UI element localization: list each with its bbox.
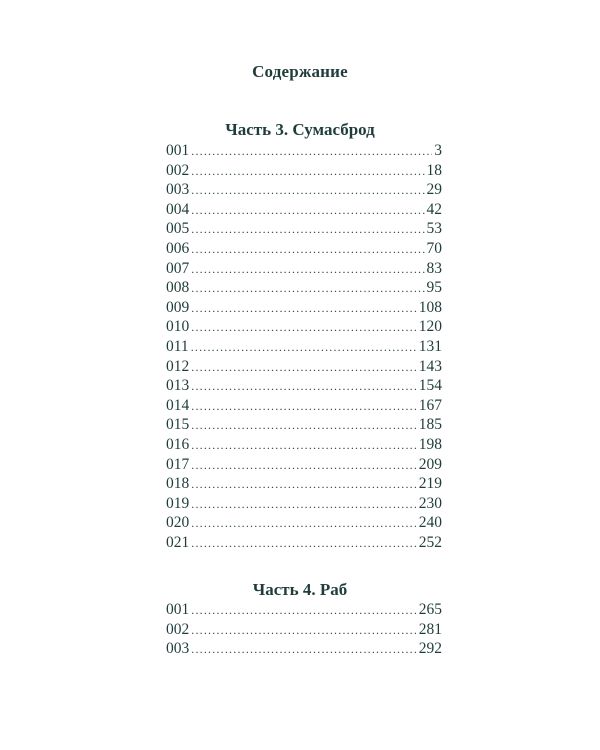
toc-entry[interactable] bbox=[166, 639, 442, 659]
toc-entry[interactable] bbox=[166, 376, 442, 396]
dot-leader bbox=[191, 456, 417, 476]
dot-leader bbox=[191, 318, 417, 338]
dot-leader bbox=[191, 621, 417, 641]
chapter-number: 021 bbox=[166, 533, 190, 551]
page-number: 185 bbox=[418, 416, 442, 434]
dot-leader bbox=[191, 436, 417, 456]
page-number: 154 bbox=[418, 377, 442, 395]
dot-leader bbox=[191, 260, 424, 280]
toc-entry[interactable] bbox=[166, 620, 442, 640]
page-number: 198 bbox=[418, 435, 442, 453]
page-number: 29 bbox=[426, 181, 442, 199]
dot-leader bbox=[191, 162, 424, 182]
toc-entry[interactable] bbox=[166, 239, 442, 259]
dot-leader bbox=[191, 338, 417, 358]
page-number: 18 bbox=[426, 161, 442, 179]
toc-entry[interactable] bbox=[166, 141, 442, 161]
toc-entry[interactable] bbox=[166, 455, 442, 475]
page-number: 281 bbox=[418, 620, 442, 638]
page-number: 292 bbox=[418, 640, 442, 658]
dot-leader bbox=[191, 142, 432, 162]
dot-leader bbox=[191, 601, 417, 621]
dot-leader bbox=[191, 181, 424, 201]
chapter-number: 004 bbox=[166, 200, 190, 218]
dot-leader bbox=[191, 640, 417, 660]
dot-leader bbox=[191, 514, 417, 534]
toc-entry[interactable] bbox=[166, 474, 442, 494]
toc-entry[interactable] bbox=[166, 513, 442, 533]
dot-leader bbox=[191, 416, 417, 436]
chapter-number: 005 bbox=[166, 220, 190, 238]
dot-leader bbox=[191, 495, 417, 515]
toc-entry[interactable] bbox=[166, 435, 442, 455]
page-number: 240 bbox=[418, 514, 442, 532]
toc-entry[interactable] bbox=[166, 533, 442, 553]
toc-entry[interactable] bbox=[166, 278, 442, 298]
page-number: 83 bbox=[426, 259, 442, 277]
chapter-number: 019 bbox=[166, 494, 190, 512]
page-number: 42 bbox=[426, 200, 442, 218]
toc-entry[interactable] bbox=[166, 200, 442, 220]
toc-entry[interactable] bbox=[166, 357, 442, 377]
page-number: 70 bbox=[426, 239, 442, 257]
toc-entry[interactable] bbox=[166, 180, 442, 200]
chapter-number: 020 bbox=[166, 514, 190, 532]
chapter-number: 002 bbox=[166, 161, 190, 179]
page-number: 219 bbox=[418, 475, 442, 493]
page-number: 53 bbox=[426, 220, 442, 238]
page-number: 230 bbox=[418, 494, 442, 512]
page-number: 131 bbox=[418, 337, 442, 355]
dot-leader bbox=[191, 240, 424, 260]
chapter-number: 016 bbox=[166, 435, 190, 453]
toc-entry[interactable] bbox=[166, 494, 442, 514]
page-number: 120 bbox=[418, 318, 442, 336]
dot-leader bbox=[191, 534, 417, 554]
dot-leader bbox=[191, 377, 417, 397]
page-title: Содержание bbox=[252, 62, 348, 81]
toc-entry[interactable] bbox=[166, 337, 442, 357]
chapter-number: 007 bbox=[166, 259, 190, 277]
chapter-number: 008 bbox=[166, 279, 190, 297]
chapter-number: 014 bbox=[166, 396, 190, 414]
page-number: 95 bbox=[426, 279, 442, 297]
chapter-number: 013 bbox=[166, 377, 190, 395]
page-number: 209 bbox=[418, 455, 442, 473]
chapter-number: 010 bbox=[166, 318, 190, 336]
part-title: Часть 3. Сумасброд bbox=[225, 120, 375, 139]
page-number: 3 bbox=[434, 142, 442, 159]
chapter-number: 003 bbox=[166, 640, 190, 658]
chapter-number: 011 bbox=[166, 337, 189, 355]
page-number: 143 bbox=[418, 357, 442, 375]
toc-entry[interactable] bbox=[166, 396, 442, 416]
chapter-number: 012 bbox=[166, 357, 190, 375]
dot-leader bbox=[191, 299, 417, 319]
dot-leader bbox=[191, 279, 424, 299]
chapter-number: 015 bbox=[166, 416, 190, 434]
toc-entry[interactable] bbox=[166, 298, 442, 318]
toc-entry[interactable] bbox=[166, 415, 442, 435]
chapter-number: 006 bbox=[166, 239, 190, 257]
chapter-number: 001 bbox=[166, 142, 190, 159]
page-number: 252 bbox=[418, 533, 442, 551]
toc-entry[interactable] bbox=[166, 161, 442, 181]
page-number: 167 bbox=[418, 396, 442, 414]
toc-entry[interactable] bbox=[166, 600, 442, 620]
page-number: 108 bbox=[418, 298, 442, 316]
chapter-number: 009 bbox=[166, 298, 190, 316]
toc-entry[interactable] bbox=[166, 219, 442, 239]
chapter-number: 003 bbox=[166, 181, 190, 199]
dot-leader bbox=[191, 201, 424, 221]
page-number: 265 bbox=[418, 601, 442, 618]
dot-leader bbox=[191, 397, 417, 417]
chapter-number: 018 bbox=[166, 475, 190, 493]
chapter-number: 001 bbox=[166, 601, 190, 618]
toc-entry[interactable] bbox=[166, 259, 442, 279]
chapter-number: 017 bbox=[166, 455, 190, 473]
dot-leader bbox=[191, 358, 417, 378]
toc-list bbox=[166, 141, 442, 552]
chapter-number: 002 bbox=[166, 620, 190, 638]
dot-leader bbox=[191, 475, 417, 495]
part-title: Часть 4. Раб bbox=[252, 580, 348, 599]
toc-list bbox=[166, 600, 442, 659]
dot-leader bbox=[191, 220, 424, 240]
toc-entry[interactable] bbox=[166, 317, 442, 337]
